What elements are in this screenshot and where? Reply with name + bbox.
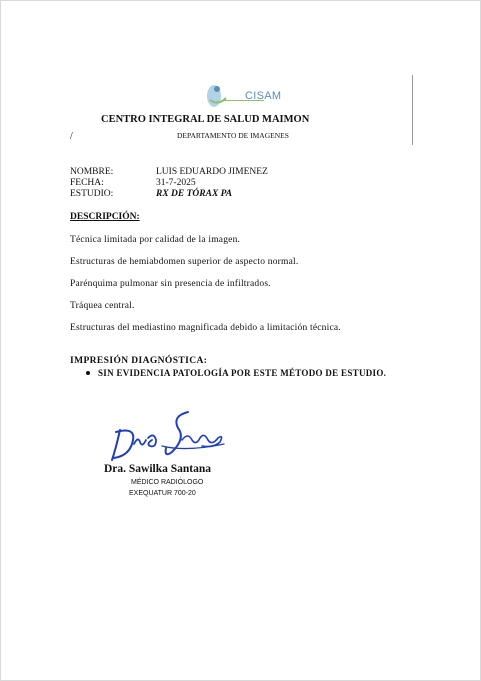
description-paragraph: Parénquima pulmonar sin presencia de infiltrados.: [70, 279, 271, 289]
name-value: LUIS EDUARDO JIMENEZ: [156, 167, 268, 177]
description-paragraph: Estructuras de hemiabdomen superior de aspecto normal.: [70, 257, 299, 267]
description-paragraph: Estructuras del mediastino magnificada debido a limitación técnica.: [70, 323, 341, 333]
signatory-title: MÉDICO RADIÓLOGO: [131, 479, 204, 486]
department-name: DEPARTAMENTO DE IMAGENES: [177, 131, 289, 140]
impression-heading: IMPRESIÓN DIAGNÓSTICA:: [70, 356, 208, 366]
date-label: FECHA:: [70, 178, 104, 188]
description-paragraph: Técnica limitada por calidad de la imagen.: [70, 235, 241, 245]
study-label: ESTUDIO:: [70, 189, 114, 199]
impression-item: [86, 368, 386, 378]
stray-mark: /: [70, 131, 73, 142]
name-label: NOMBRE:: [70, 167, 114, 177]
date-value: 31-7-2025: [156, 178, 196, 188]
study-value: RX DE TÓRAX PA: [156, 189, 233, 199]
impression-item-text: SIN EVIDENCIA PATOLOGÍA POR ESTE MÉTODO DE ESTUDIO.: [98, 368, 387, 378]
signatory-license: EXEQUATUR 700-20: [129, 490, 196, 497]
header-divider: [412, 75, 413, 145]
handwritten-signature-icon: [106, 408, 228, 464]
description-heading: DESCRIPCIÓN:: [70, 212, 140, 222]
bullet-icon: [86, 371, 90, 375]
description-paragraph: Tráquea central.: [70, 301, 135, 311]
logo-text: CISAM: [245, 90, 282, 102]
signatory-name: Dra. Sawilka Santana: [104, 463, 212, 475]
organization-name: CENTRO INTEGRAL DE SALUD MAIMON: [101, 114, 310, 125]
